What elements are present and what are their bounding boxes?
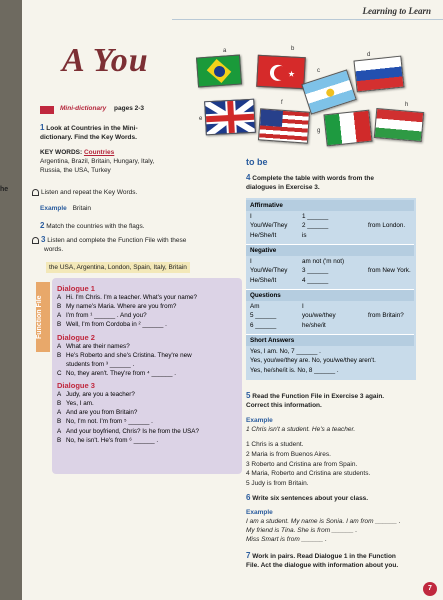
list-item: 4 Maria, Roberto and Cristina are students.	[246, 470, 371, 478]
exercise-6-number: 6	[246, 493, 251, 502]
speaker-label: A	[57, 312, 62, 320]
flag-letter-e: e	[199, 116, 203, 122]
italy-flag	[323, 110, 372, 147]
speaker-label: A	[57, 294, 62, 301]
list-item: 5 Judy is from Britain.	[246, 480, 309, 487]
neg-verb: 3 ______	[302, 267, 329, 275]
dialogue-text: Hi. I'm Chris. I'm a teacher. What's your name?	[66, 294, 197, 301]
dialogue-3-lines	[57, 390, 237, 445]
aff-subject: I	[250, 213, 252, 220]
exercise-5-number: 5	[246, 391, 251, 400]
negative-end: from New York.	[368, 267, 411, 274]
speaker-label: A	[57, 409, 62, 417]
dialogue-line	[57, 369, 237, 378]
neg-subject: You/We/They	[250, 267, 288, 275]
question-verbs	[250, 302, 276, 330]
exercise-1	[40, 122, 190, 142]
exercise-1-text-2: dictionary. Find the Key Words.	[40, 134, 137, 142]
dialogue-text: No, I'm not. I'm from ⁵ ______ .	[66, 418, 153, 426]
exercise-2-text: Match the countries with the flags.	[46, 223, 145, 230]
mini-dictionary-label: Mini-dictionary	[60, 105, 107, 112]
mini-dictionary-marker	[40, 106, 54, 114]
dialogue-line	[57, 360, 237, 369]
affirmative-verbs	[302, 212, 328, 240]
speaker-label: A	[57, 427, 62, 435]
speaker-label: B	[57, 321, 62, 329]
dialogue-text: He's Roberto and she's Cristina. They're new	[66, 351, 192, 359]
negative-rows	[246, 257, 414, 287]
negative-subjects	[250, 257, 287, 285]
exercise-7-text-2: File. Act the dialogue with information about you.	[246, 562, 399, 570]
list-item: 3 Roberto and Cristina are from Spain.	[246, 460, 358, 468]
dialogue-line	[57, 311, 237, 320]
dialogue-text: I'm from ¹ ______ . And you?	[66, 312, 147, 320]
word-list: the USA, Argentina, London, Spain, Italy, Britain	[46, 262, 190, 273]
affirmative-subjects	[250, 212, 287, 240]
dialogue-text: No, they aren't. They're from ⁴ ______ .	[66, 369, 176, 377]
example-6-label: Example	[246, 509, 273, 516]
table-head-short-answers: Short Answers	[246, 335, 414, 346]
edge-text: he	[0, 186, 9, 193]
dialogue-text: Well, I'm from Cordoba in ² ______ .	[66, 321, 167, 329]
exercise-7-number: 7	[246, 551, 251, 560]
example-6-line: My friend is Tina. She is from ______ .	[246, 527, 358, 535]
dialogue-text: students from ³ ______ .	[66, 360, 135, 368]
textbook-page	[22, 0, 443, 600]
dialogue-line	[57, 390, 237, 399]
dialogue-text: No, he isn't. He's from ⁶ ______ .	[66, 436, 159, 444]
exercise-7	[246, 550, 441, 570]
q-subject: I	[302, 303, 304, 310]
aff-verb: 1 ______	[302, 213, 329, 220]
dialogue-line	[57, 427, 237, 436]
to-be-heading: to be	[246, 157, 268, 167]
speaker-label: C	[57, 369, 62, 377]
dialogue-2-title: Dialogue 2	[57, 332, 95, 342]
key-words-line-1: Argentina, Brazil, Britain, Hungary, Italy,	[40, 158, 155, 166]
exercise-5-list	[246, 440, 436, 489]
table-head-questions: Questions	[246, 290, 414, 301]
aff-subject: You/We/They	[250, 222, 288, 230]
speaker-label: A	[57, 391, 62, 398]
exercise-7-text-1: Work in pairs. Read Dialogue 1 in the Function	[252, 553, 396, 560]
q-verb: 5 ______	[250, 312, 277, 320]
flag-letter-f: f	[281, 100, 283, 106]
exercise-4-number: 4	[246, 173, 251, 182]
example-5-text: 1 Chris isn't a student. He's a teacher.	[246, 426, 356, 434]
headphones-icon-2	[32, 237, 39, 244]
dialogue-text: My name's Maria. Where are you from?	[66, 303, 177, 311]
q-verb: Am	[250, 303, 260, 310]
q-verb: 6 ______	[250, 321, 277, 329]
listen-instruction	[32, 188, 137, 197]
dialogue-3-title: Dialogue 3	[57, 381, 95, 390]
flag-letter-d: d	[367, 52, 371, 58]
grammar-table	[246, 198, 416, 380]
aff-verb: is	[302, 231, 307, 239]
mini-dictionary-pages: pages 2-3	[114, 105, 145, 112]
exercise-3-text-2: words.	[44, 246, 64, 254]
dialogue-1-title: Dialogue 1	[57, 284, 95, 293]
dialogue-line	[57, 320, 237, 329]
neg-subject: I	[250, 258, 252, 265]
exercise-4-text-1: Complete the table with words from the	[252, 175, 374, 182]
dialogue-line	[57, 399, 237, 408]
dialogue-line	[57, 436, 237, 445]
britain-flag	[204, 99, 256, 136]
dialogue-line	[57, 417, 237, 426]
question-end: from Britain?	[368, 312, 404, 319]
table-head-affirmative: Affirmative	[246, 200, 414, 211]
key-words	[40, 148, 200, 175]
list-item: 1 Chris is a student.	[246, 441, 304, 448]
key-words-category: Countries	[83, 149, 115, 156]
exercise-4-text-2: dialogues in Exercise 3.	[246, 184, 320, 192]
neg-subject: He/She/It	[250, 276, 277, 284]
header-rule	[172, 19, 443, 20]
function-file-box	[52, 278, 242, 474]
speaker-label: B	[57, 400, 62, 408]
dialogue-1-lines	[57, 293, 237, 330]
example-6-line: I am a student. My name is Sonia. I am from ______ .	[246, 518, 401, 526]
flag-letter-g: g	[317, 128, 321, 134]
mini-dictionary-heading	[60, 104, 144, 113]
affirmative-end: from London.	[368, 222, 406, 229]
exercise-4	[246, 172, 436, 192]
dialogue-line	[57, 351, 237, 360]
speaker-label: A	[57, 342, 62, 350]
exercise-6	[246, 492, 368, 503]
example-6	[246, 508, 441, 544]
exercise-3	[32, 234, 222, 254]
key-words-label: KEY WORDS:	[40, 149, 83, 156]
exercise-5-text-1: Read the Function File in Exercise 3 again.	[252, 393, 385, 400]
short-answer-line: Yes, you/we/they are. No, you/we/they aren't.	[250, 357, 376, 365]
speaker-label: B	[57, 351, 62, 359]
key-words-line-2: Russia, the USA, Turkey	[40, 167, 111, 175]
short-answer-line: Yes, I am. No, 7 ______ .	[250, 348, 321, 355]
example-1-label: Example	[40, 205, 67, 212]
speaker-label: B	[57, 303, 62, 311]
affirmative-rows	[246, 212, 414, 242]
example-5-label: Example	[246, 417, 273, 424]
exercise-2	[40, 220, 145, 231]
flag-letter-c: c	[317, 68, 320, 74]
speaker-label	[57, 360, 66, 369]
speaker-label: B	[57, 436, 62, 444]
short-answer-rows	[246, 347, 414, 375]
dialogue-2-lines	[57, 342, 237, 379]
dialogue-line	[57, 302, 237, 311]
russia-flag	[353, 56, 404, 93]
flags-illustration	[187, 40, 437, 160]
example-1	[40, 204, 91, 213]
flag-letter-h: h	[405, 102, 409, 108]
speaker-label: B	[57, 418, 62, 426]
example-1-value: Britain	[72, 205, 91, 212]
example-5	[246, 416, 436, 434]
dialogue-line	[57, 408, 237, 417]
dialogue-line	[57, 342, 237, 351]
turkey-flag: ★	[256, 55, 306, 89]
exercise-1-text-1: Look at Countries in the Mini-	[46, 125, 138, 132]
exercise-5-text-2: Correct this information.	[246, 402, 322, 410]
question-subjects	[302, 302, 336, 330]
dialogue-text: And are you from Britain?	[66, 409, 138, 417]
exercise-3-number: 3	[41, 235, 46, 244]
dialogue-line	[57, 293, 237, 302]
question-rows	[246, 302, 414, 332]
dialogue-text: Yes, I am.	[66, 400, 94, 408]
negative-verbs	[302, 257, 344, 285]
page-number: 7	[423, 582, 437, 596]
aff-verb: 2 ______	[302, 222, 329, 230]
dialogue-text: What are their names?	[66, 342, 130, 350]
exercise-1-number: 1	[40, 123, 45, 132]
dialogue-text: Judy, are you a teacher?	[66, 391, 135, 398]
aff-subject: He/She/It	[250, 231, 277, 239]
header-label: Learning to Learn	[362, 6, 431, 16]
headphones-icon	[32, 189, 39, 196]
unit-title: A You	[62, 42, 149, 79]
list-item: 2 Maria is from Buenos Aires.	[246, 450, 331, 458]
exercise-2-number: 2	[40, 221, 45, 230]
exercise-6-text: Write six sentences about your class.	[252, 495, 369, 502]
example-6-line: Miss Smart is from ______ .	[246, 536, 327, 544]
dialogue-text: And your boyfriend, Chris? Is he from the USA?	[66, 427, 199, 435]
q-subject: he/she/it	[302, 321, 326, 329]
listen-text: Listen and repeat the Key Words.	[41, 189, 138, 196]
page-gutter	[0, 0, 22, 600]
brazil-flag	[196, 55, 242, 88]
table-head-negative: Negative	[246, 245, 414, 256]
flag-letter-b: b	[291, 46, 295, 52]
neg-verb: 4 ______	[302, 276, 329, 284]
argentina-flag	[301, 69, 357, 114]
neg-verb: am not ('m not)	[302, 258, 345, 265]
exercise-5	[246, 390, 436, 410]
short-answer-line: Yes, he/she/it is. No, 8 ______ .	[250, 366, 339, 374]
hungary-flag	[374, 108, 424, 142]
flag-letter-a: a	[223, 48, 227, 54]
exercise-3-text-1: Listen and complete the Function File with these	[47, 237, 187, 244]
q-subject: you/we/they	[302, 312, 336, 320]
usa-flag	[258, 108, 310, 143]
function-file-tab: Function File	[36, 282, 50, 352]
